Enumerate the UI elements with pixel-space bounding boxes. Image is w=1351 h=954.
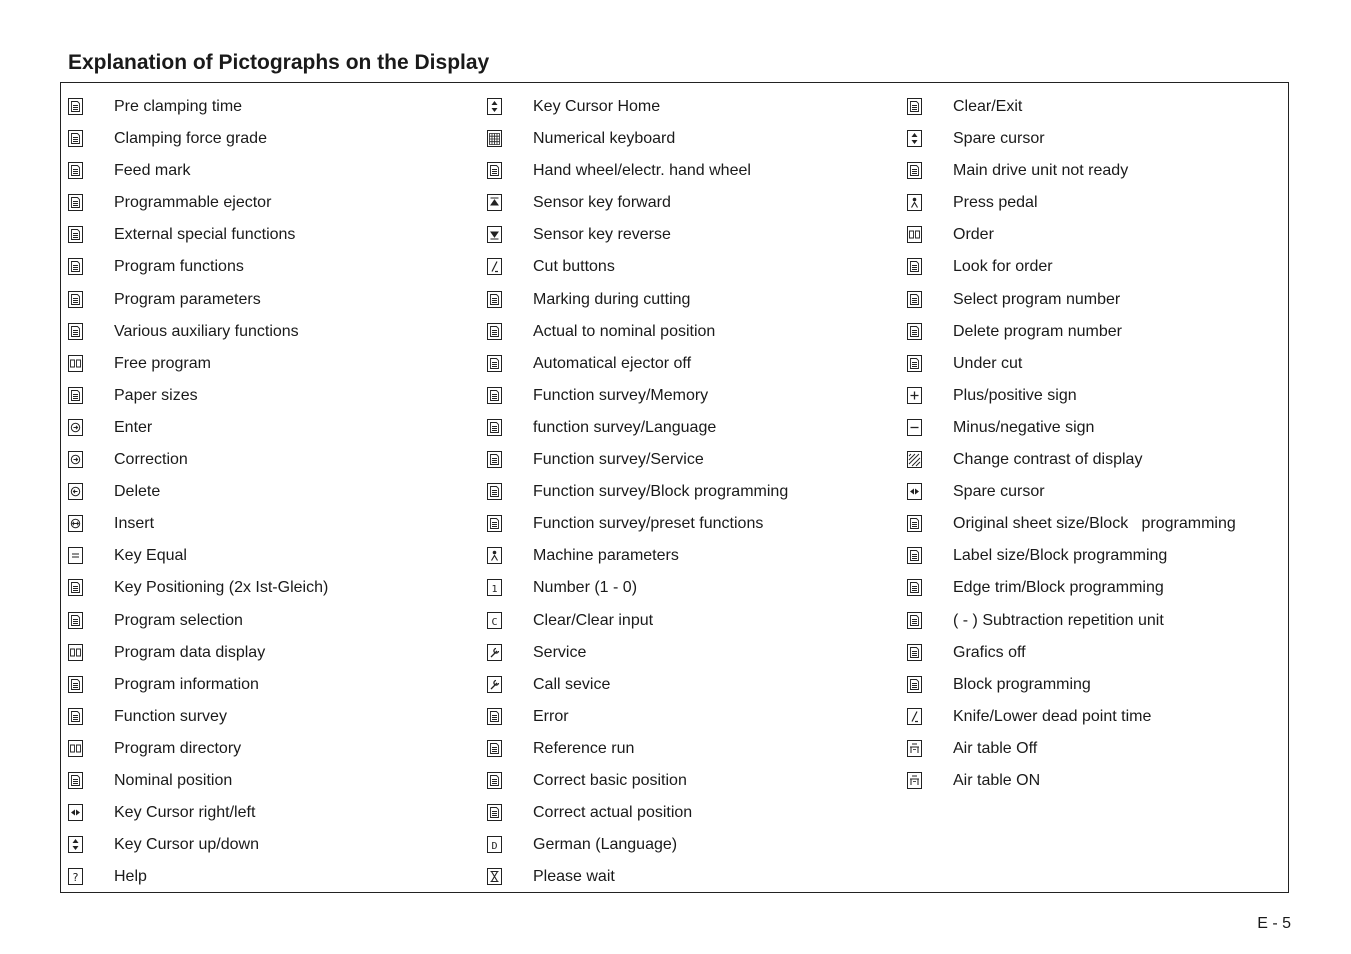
function-survey-memory-icon — [487, 387, 502, 404]
pictograph-label: Programmable ejector — [114, 194, 272, 212]
svg-text:D: D — [491, 841, 498, 853]
pictograph-label: Key Cursor right/left — [114, 804, 256, 822]
pictograph-label: Sensor key reverse — [533, 226, 671, 244]
legend-row — [907, 126, 1317, 158]
legend-row — [487, 575, 897, 607]
pictograph-label: function survey/Language — [533, 418, 717, 436]
pictograph-label: Correct basic position — [533, 771, 687, 789]
pictograph-label: Correction — [114, 451, 188, 469]
legend-row — [68, 254, 478, 286]
legend-row — [68, 640, 478, 672]
pictograph-label: Program parameters — [114, 290, 261, 308]
pictograph-label: Machine parameters — [533, 547, 679, 565]
pictograph-label: Program selection — [114, 611, 243, 629]
help-icon — [68, 868, 83, 885]
key-cursor-home-icon — [487, 98, 502, 115]
pictograph-label: Order — [953, 226, 994, 244]
program-information-icon — [68, 676, 83, 693]
pictograph-label: Nominal position — [114, 771, 233, 789]
pictograph-label: German (Language) — [533, 836, 678, 854]
legend-row — [68, 608, 478, 640]
key-cursor-right-left-icon — [68, 804, 83, 821]
subtraction-repetition-icon — [907, 612, 922, 629]
key-positioning-icon — [68, 579, 83, 596]
pictograph-label: External special functions — [114, 226, 296, 244]
pictograph-label: Change contrast of display — [953, 451, 1143, 469]
pictograph-label: Program data display — [114, 643, 266, 661]
clear-exit-icon — [907, 98, 922, 115]
legend-row — [907, 319, 1317, 351]
pictograph-label: Function survey/Service — [533, 451, 704, 469]
pictograph-label: Sensor key forward — [533, 194, 671, 212]
legend-row — [907, 608, 1317, 640]
pictograph-label: Please wait — [533, 868, 615, 886]
legend-row — [907, 158, 1317, 190]
svg-text:?: ? — [72, 871, 79, 885]
pictograph-label: Enter — [114, 418, 153, 436]
hand-wheel-icon — [487, 162, 502, 179]
legend-row — [68, 543, 478, 575]
pictograph-label: Feed mark — [114, 162, 191, 180]
pictograph-label: Hand wheel/electr. hand wheel — [533, 162, 751, 180]
pictograph-label: ( - ) Subtraction repetition unit — [953, 611, 1164, 629]
error-icon — [487, 708, 502, 725]
insert-icon — [68, 515, 83, 532]
pictograph-label: Edge trim/Block programming — [953, 579, 1164, 597]
legend-row — [487, 351, 897, 383]
original-sheet-size-icon — [907, 515, 922, 532]
pictograph-label: Numerical keyboard — [533, 130, 676, 148]
legend-row — [68, 94, 478, 126]
pictograph-label: Key Cursor Home — [533, 98, 661, 115]
legend-row — [907, 511, 1317, 543]
pictograph-legend-table — [60, 82, 1289, 893]
pictograph-label: Pre clamping time — [114, 98, 243, 115]
legend-row — [68, 287, 478, 319]
legend-row — [907, 190, 1317, 222]
legend-row — [487, 640, 897, 672]
pre-clamping-time-icon — [68, 98, 83, 115]
legend-row — [487, 672, 897, 704]
legend-row — [487, 126, 897, 158]
page-title: Explanation of Pictographs on the Display — [68, 51, 490, 74]
legend-column-3 — [907, 94, 1317, 800]
legend-row — [68, 575, 478, 607]
pictograph-label: Insert — [114, 515, 155, 533]
press-pedal-icon — [907, 194, 922, 211]
svg-text:1: 1 — [491, 584, 498, 596]
legend-row — [907, 543, 1317, 575]
legend-row — [907, 287, 1317, 319]
pictograph-label: Free program — [114, 354, 211, 372]
legend-row — [907, 640, 1317, 672]
legend-column-1 — [68, 94, 478, 896]
legend-row — [68, 158, 478, 190]
pictograph-label: Number (1 - 0) — [533, 579, 638, 597]
legend-row — [68, 768, 478, 800]
pictograph-label: Key Cursor up/down — [114, 836, 259, 854]
legend-row — [68, 447, 478, 479]
legend-row — [907, 383, 1317, 415]
pictograph-label: Air table ON — [953, 771, 1041, 789]
edge-trim-icon — [907, 579, 922, 596]
free-program-icon — [68, 355, 83, 372]
legend-row — [68, 832, 478, 864]
delete-program-number-icon — [907, 323, 922, 340]
pictograph-label: Call sevice — [533, 675, 611, 693]
legend-row — [487, 287, 897, 319]
function-survey-icon — [68, 708, 83, 725]
pictograph-label: Spare cursor — [953, 483, 1045, 501]
programmable-ejector-icon — [68, 194, 83, 211]
legend-row — [487, 158, 897, 190]
legend-row — [487, 447, 897, 479]
reference-run-icon — [487, 740, 502, 757]
function-survey-preset-functions-icon — [487, 515, 502, 532]
number-icon — [487, 579, 502, 596]
legend-row — [68, 222, 478, 254]
delete-icon — [68, 483, 83, 500]
pictograph-label: Knife/Lower dead point time — [953, 707, 1152, 725]
legend-row — [487, 222, 897, 254]
pictograph-label: Label size/Block programming — [953, 547, 1168, 565]
legend-row — [907, 575, 1317, 607]
legend-row — [68, 126, 478, 158]
legend-row — [487, 736, 897, 768]
spare-cursor-icon — [907, 130, 922, 147]
legend-row — [487, 543, 897, 575]
clamping-force-grade-icon — [68, 130, 83, 147]
legend-row — [68, 479, 478, 511]
knife-lower-dead-point-icon — [907, 708, 922, 725]
pictograph-label: Program functions — [114, 258, 244, 276]
pictograph-label: Program directory — [114, 739, 242, 757]
key-cursor-up-down-icon — [68, 836, 83, 853]
legend-row — [68, 736, 478, 768]
legend-row — [68, 511, 478, 543]
legend-row — [907, 222, 1317, 254]
legend-row — [487, 704, 897, 736]
legend-row — [487, 190, 897, 222]
legend-row — [68, 190, 478, 222]
function-survey-service-icon — [487, 451, 502, 468]
pictograph-label: Function survey/Block programming — [533, 483, 789, 501]
program-parameters-icon — [68, 291, 83, 308]
legend-row — [487, 608, 897, 640]
air-table-off-icon — [907, 740, 922, 757]
legend-row — [68, 351, 478, 383]
pictograph-label: Delete program number — [953, 322, 1122, 340]
pictograph-label: Function survey — [114, 707, 227, 725]
legend-row — [487, 864, 897, 896]
legend-row — [907, 768, 1317, 800]
pictograph-label: Grafics off — [953, 643, 1026, 661]
actual-to-nominal-position-icon — [487, 323, 502, 340]
legend-row — [487, 800, 897, 832]
label-size-icon — [907, 547, 922, 564]
page-number: E - 5 — [1257, 915, 1291, 932]
pictograph-label: Function survey/Memory — [533, 386, 709, 404]
pictograph-label: Clear/Clear input — [533, 611, 654, 629]
key-equal-icon — [68, 547, 83, 564]
cut-buttons-icon — [487, 258, 502, 275]
program-directory-icon — [68, 740, 83, 757]
change-contrast-icon — [907, 451, 922, 468]
pictograph-label: Clear/Exit — [953, 98, 1023, 115]
pictograph-label: Reference run — [533, 739, 635, 757]
pictograph-label: Block programming — [953, 675, 1091, 693]
legend-row — [907, 672, 1317, 704]
order-icon — [907, 226, 922, 243]
external-special-functions-icon — [68, 226, 83, 243]
legend-row — [907, 447, 1317, 479]
legend-row — [907, 94, 1317, 126]
pictograph-label: Plus/positive sign — [953, 386, 1077, 404]
legend-row — [907, 736, 1317, 768]
numerical-keyboard-icon — [487, 130, 502, 147]
machine-parameters-icon — [487, 547, 502, 564]
pictograph-label: Key Equal — [114, 547, 187, 565]
pictograph-label: Under cut — [953, 354, 1023, 372]
legend-column-2 — [487, 94, 897, 896]
look-for-order-icon — [907, 258, 922, 275]
marking-during-cutting-icon — [487, 291, 502, 308]
clear-input-icon — [487, 612, 502, 629]
pictograph-label: Cut buttons — [533, 258, 615, 276]
legend-row — [487, 94, 897, 126]
nominal-position-icon — [68, 772, 83, 789]
enter-icon — [68, 419, 83, 436]
program-functions-icon — [68, 258, 83, 275]
svg-text:C: C — [491, 616, 498, 628]
legend-row — [68, 415, 478, 447]
sensor-key-reverse-icon — [487, 226, 502, 243]
pictograph-label: Look for order — [953, 258, 1053, 276]
pictograph-label: Original sheet size/Block programming — [953, 515, 1236, 533]
pictograph-label: Marking during cutting — [533, 290, 691, 308]
german-language-icon — [487, 836, 502, 853]
program-selection-icon — [68, 612, 83, 629]
pictograph-label: Clamping force grade — [114, 130, 267, 148]
legend-row — [487, 254, 897, 286]
pictograph-label: Select program number — [953, 290, 1121, 308]
various-auxiliary-functions-icon — [68, 323, 83, 340]
pictograph-label: Function survey/preset functions — [533, 515, 764, 533]
function-survey-block-programming-icon — [487, 483, 502, 500]
legend-row — [68, 800, 478, 832]
legend-row — [68, 319, 478, 351]
pictograph-label: Error — [533, 707, 569, 725]
pictograph-label: Program information — [114, 675, 259, 693]
under-cut-icon — [907, 355, 922, 372]
legend-row — [68, 672, 478, 704]
grafics-off-icon — [907, 644, 922, 661]
legend-row — [487, 479, 897, 511]
legend-row — [907, 479, 1317, 511]
legend-row — [68, 864, 478, 896]
pictograph-label: Press pedal — [953, 194, 1038, 212]
air-table-on-icon — [907, 772, 922, 789]
please-wait-icon — [487, 868, 502, 885]
legend-row — [68, 704, 478, 736]
legend-row — [487, 383, 897, 415]
program-data-display-icon — [68, 644, 83, 661]
legend-row — [907, 351, 1317, 383]
legend-row — [487, 415, 897, 447]
legend-row — [487, 832, 897, 864]
pictograph-label: Various auxiliary functions — [114, 322, 299, 340]
legend-row — [68, 383, 478, 415]
legend-row — [487, 511, 897, 543]
pictograph-label: Actual to nominal position — [533, 322, 716, 340]
minus-sign-icon — [907, 419, 922, 436]
legend-row — [907, 254, 1317, 286]
paper-sizes-icon — [68, 387, 83, 404]
pictograph-label: Help — [114, 868, 147, 886]
select-program-number-icon — [907, 291, 922, 308]
pictograph-label: Automatical ejector off — [533, 354, 692, 372]
sensor-key-forward-icon — [487, 194, 502, 211]
legend-row — [487, 768, 897, 800]
correct-actual-position-icon — [487, 804, 502, 821]
pictograph-label: Main drive unit not ready — [953, 162, 1129, 180]
automatical-ejector-off-icon — [487, 355, 502, 372]
service-icon — [487, 644, 502, 661]
main-drive-not-ready-icon — [907, 162, 922, 179]
plus-sign-icon — [907, 387, 922, 404]
call-service-icon — [487, 676, 502, 693]
legend-row — [907, 704, 1317, 736]
legend-row — [907, 415, 1317, 447]
function-survey-language-icon — [487, 419, 502, 436]
legend-row — [487, 319, 897, 351]
pictograph-label: Air table Off — [953, 739, 1038, 757]
feed-mark-icon — [68, 162, 83, 179]
pictograph-label: Service — [533, 643, 587, 661]
pictograph-label: Key Positioning (2x Ist-Gleich) — [114, 579, 329, 597]
spare-cursor-2-icon — [907, 483, 922, 500]
pictograph-label: Correct actual position — [533, 804, 693, 822]
pictograph-label: Minus/negative sign — [953, 418, 1095, 436]
pictograph-label: Delete — [114, 483, 161, 501]
block-programming-icon — [907, 676, 922, 693]
pictograph-label: Spare cursor — [953, 130, 1045, 148]
correct-basic-position-icon — [487, 772, 502, 789]
pictograph-label: Paper sizes — [114, 386, 198, 404]
correction-icon — [68, 451, 83, 468]
